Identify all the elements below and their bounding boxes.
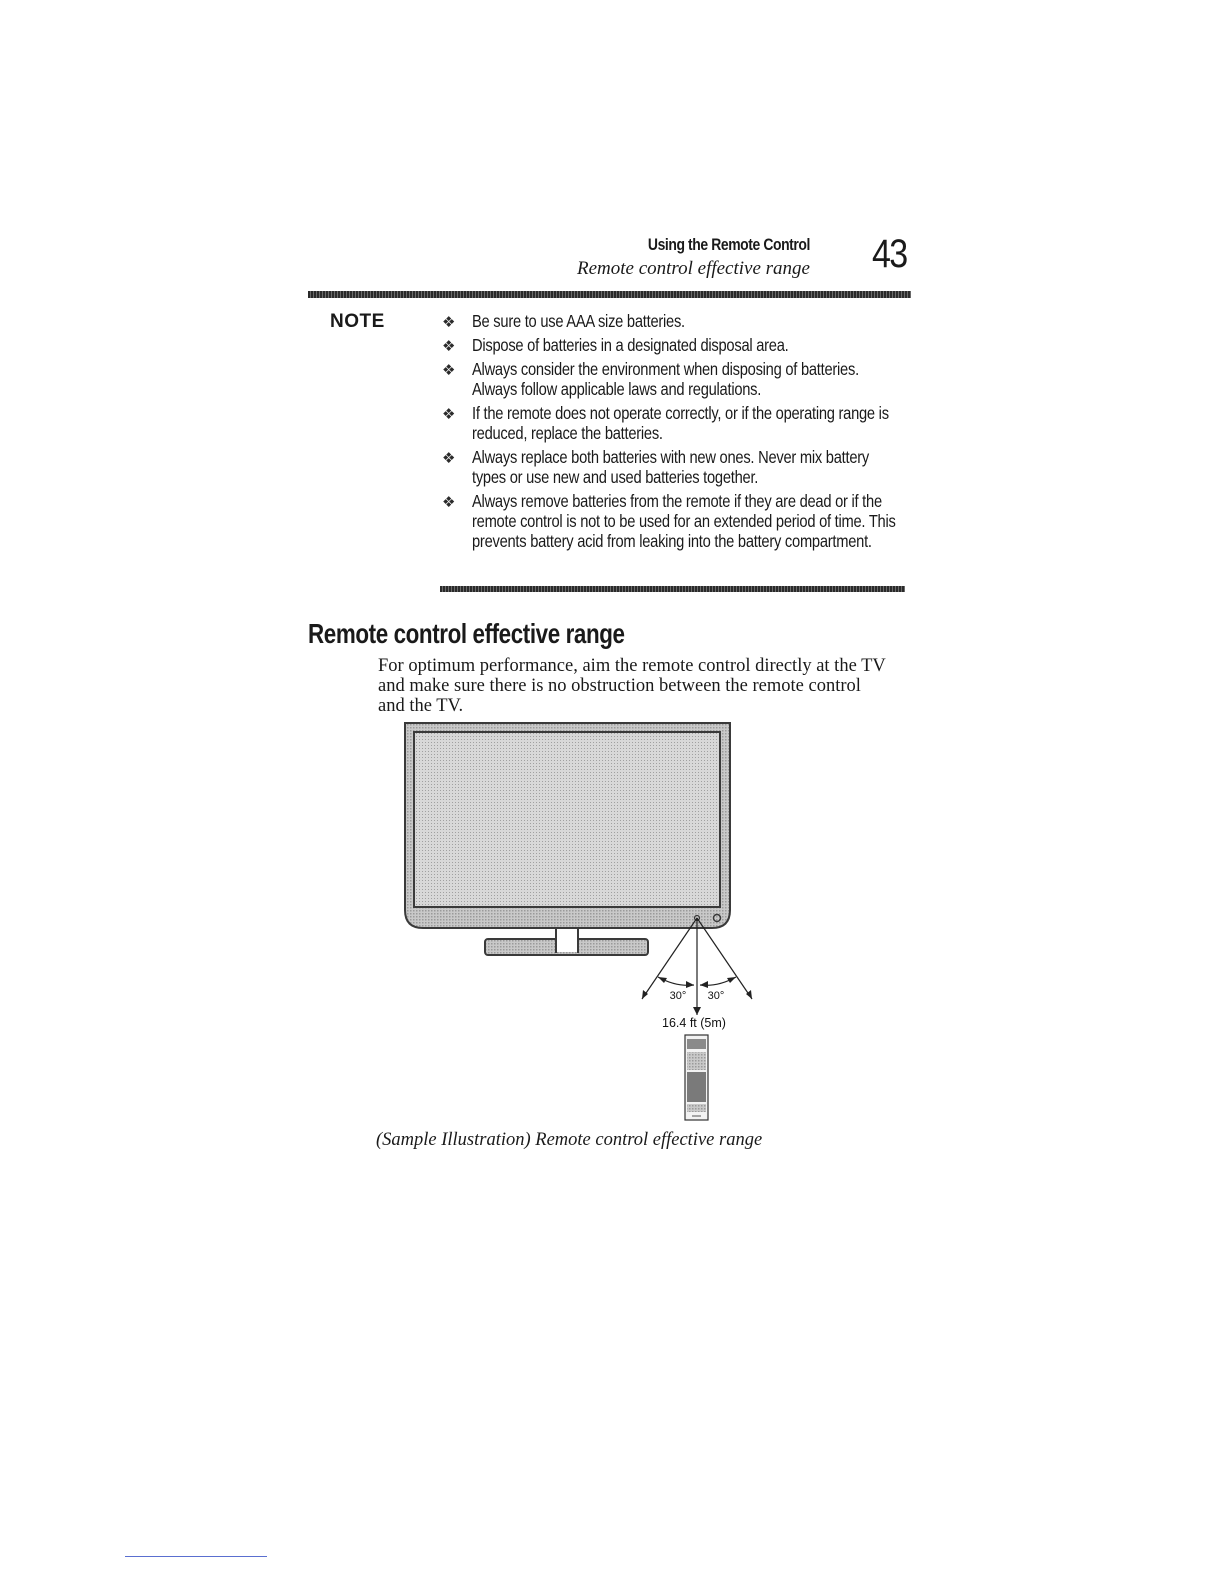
tv-icon (405, 723, 730, 955)
note-item (440, 359, 910, 399)
diamond-bullet-icon: ❖ (442, 449, 456, 467)
note-item-text: Always replace both batteries with new ones. Never mix battery types or use new and used batteries together. (472, 447, 869, 487)
remote-control-icon (685, 1035, 708, 1120)
section-body: For optimum performance, aim the remote control directly at the TV and make sure there is no obstruction between the remote control and the TV. (378, 656, 886, 716)
note-item-text: Dispose of batteries in a designated disposal area. (472, 335, 789, 355)
running-head-subsection: Remote control effective range (576, 258, 810, 279)
note-item (440, 311, 910, 331)
running-head-section: Using the Remote Control (647, 235, 810, 254)
scan-artifact-line (125, 1556, 267, 1557)
note-end-rule (440, 586, 905, 592)
note-item (440, 403, 910, 443)
note-item-text: Always consider the environment when disposing of batteries. Always follow applicable laws and regulations. (472, 359, 859, 399)
diamond-bullet-icon: ❖ (442, 313, 456, 331)
section-heading: Remote control effective range (308, 618, 625, 649)
note-label: NOTE (330, 311, 385, 332)
note-item (440, 447, 910, 487)
page-number: 43 (872, 232, 907, 276)
angle-right-label: 30° (707, 990, 725, 1002)
note-item (440, 335, 910, 355)
distance-label: 16.4 ft (5m) (662, 1016, 726, 1030)
range-lines (642, 918, 752, 1015)
diamond-bullet-icon: ❖ (442, 493, 456, 511)
running-head (520, 232, 810, 280)
figure-caption: (Sample Illustration) Remote control effective range (376, 1130, 763, 1150)
diamond-bullet-icon: ❖ (442, 405, 456, 423)
note-item-text: Always remove batteries from the remote if they are dead or if the remote control is not to be used for an extended period of time. This prevents battery acid from leaking into the battery compartment. (472, 491, 896, 551)
note-item-text: If the remote does not operate correctly, or if the operating range is reduced, replace the batteries. (472, 403, 889, 443)
note-item (440, 491, 910, 551)
remote-range-illustration (380, 715, 780, 1125)
header-rule (308, 291, 911, 298)
angle-left-label: 30° (669, 990, 687, 1002)
note-item-text: Be sure to use AAA size batteries. (472, 311, 685, 331)
diamond-bullet-icon: ❖ (442, 337, 456, 355)
note-list (440, 311, 910, 555)
diamond-bullet-icon: ❖ (442, 361, 456, 379)
